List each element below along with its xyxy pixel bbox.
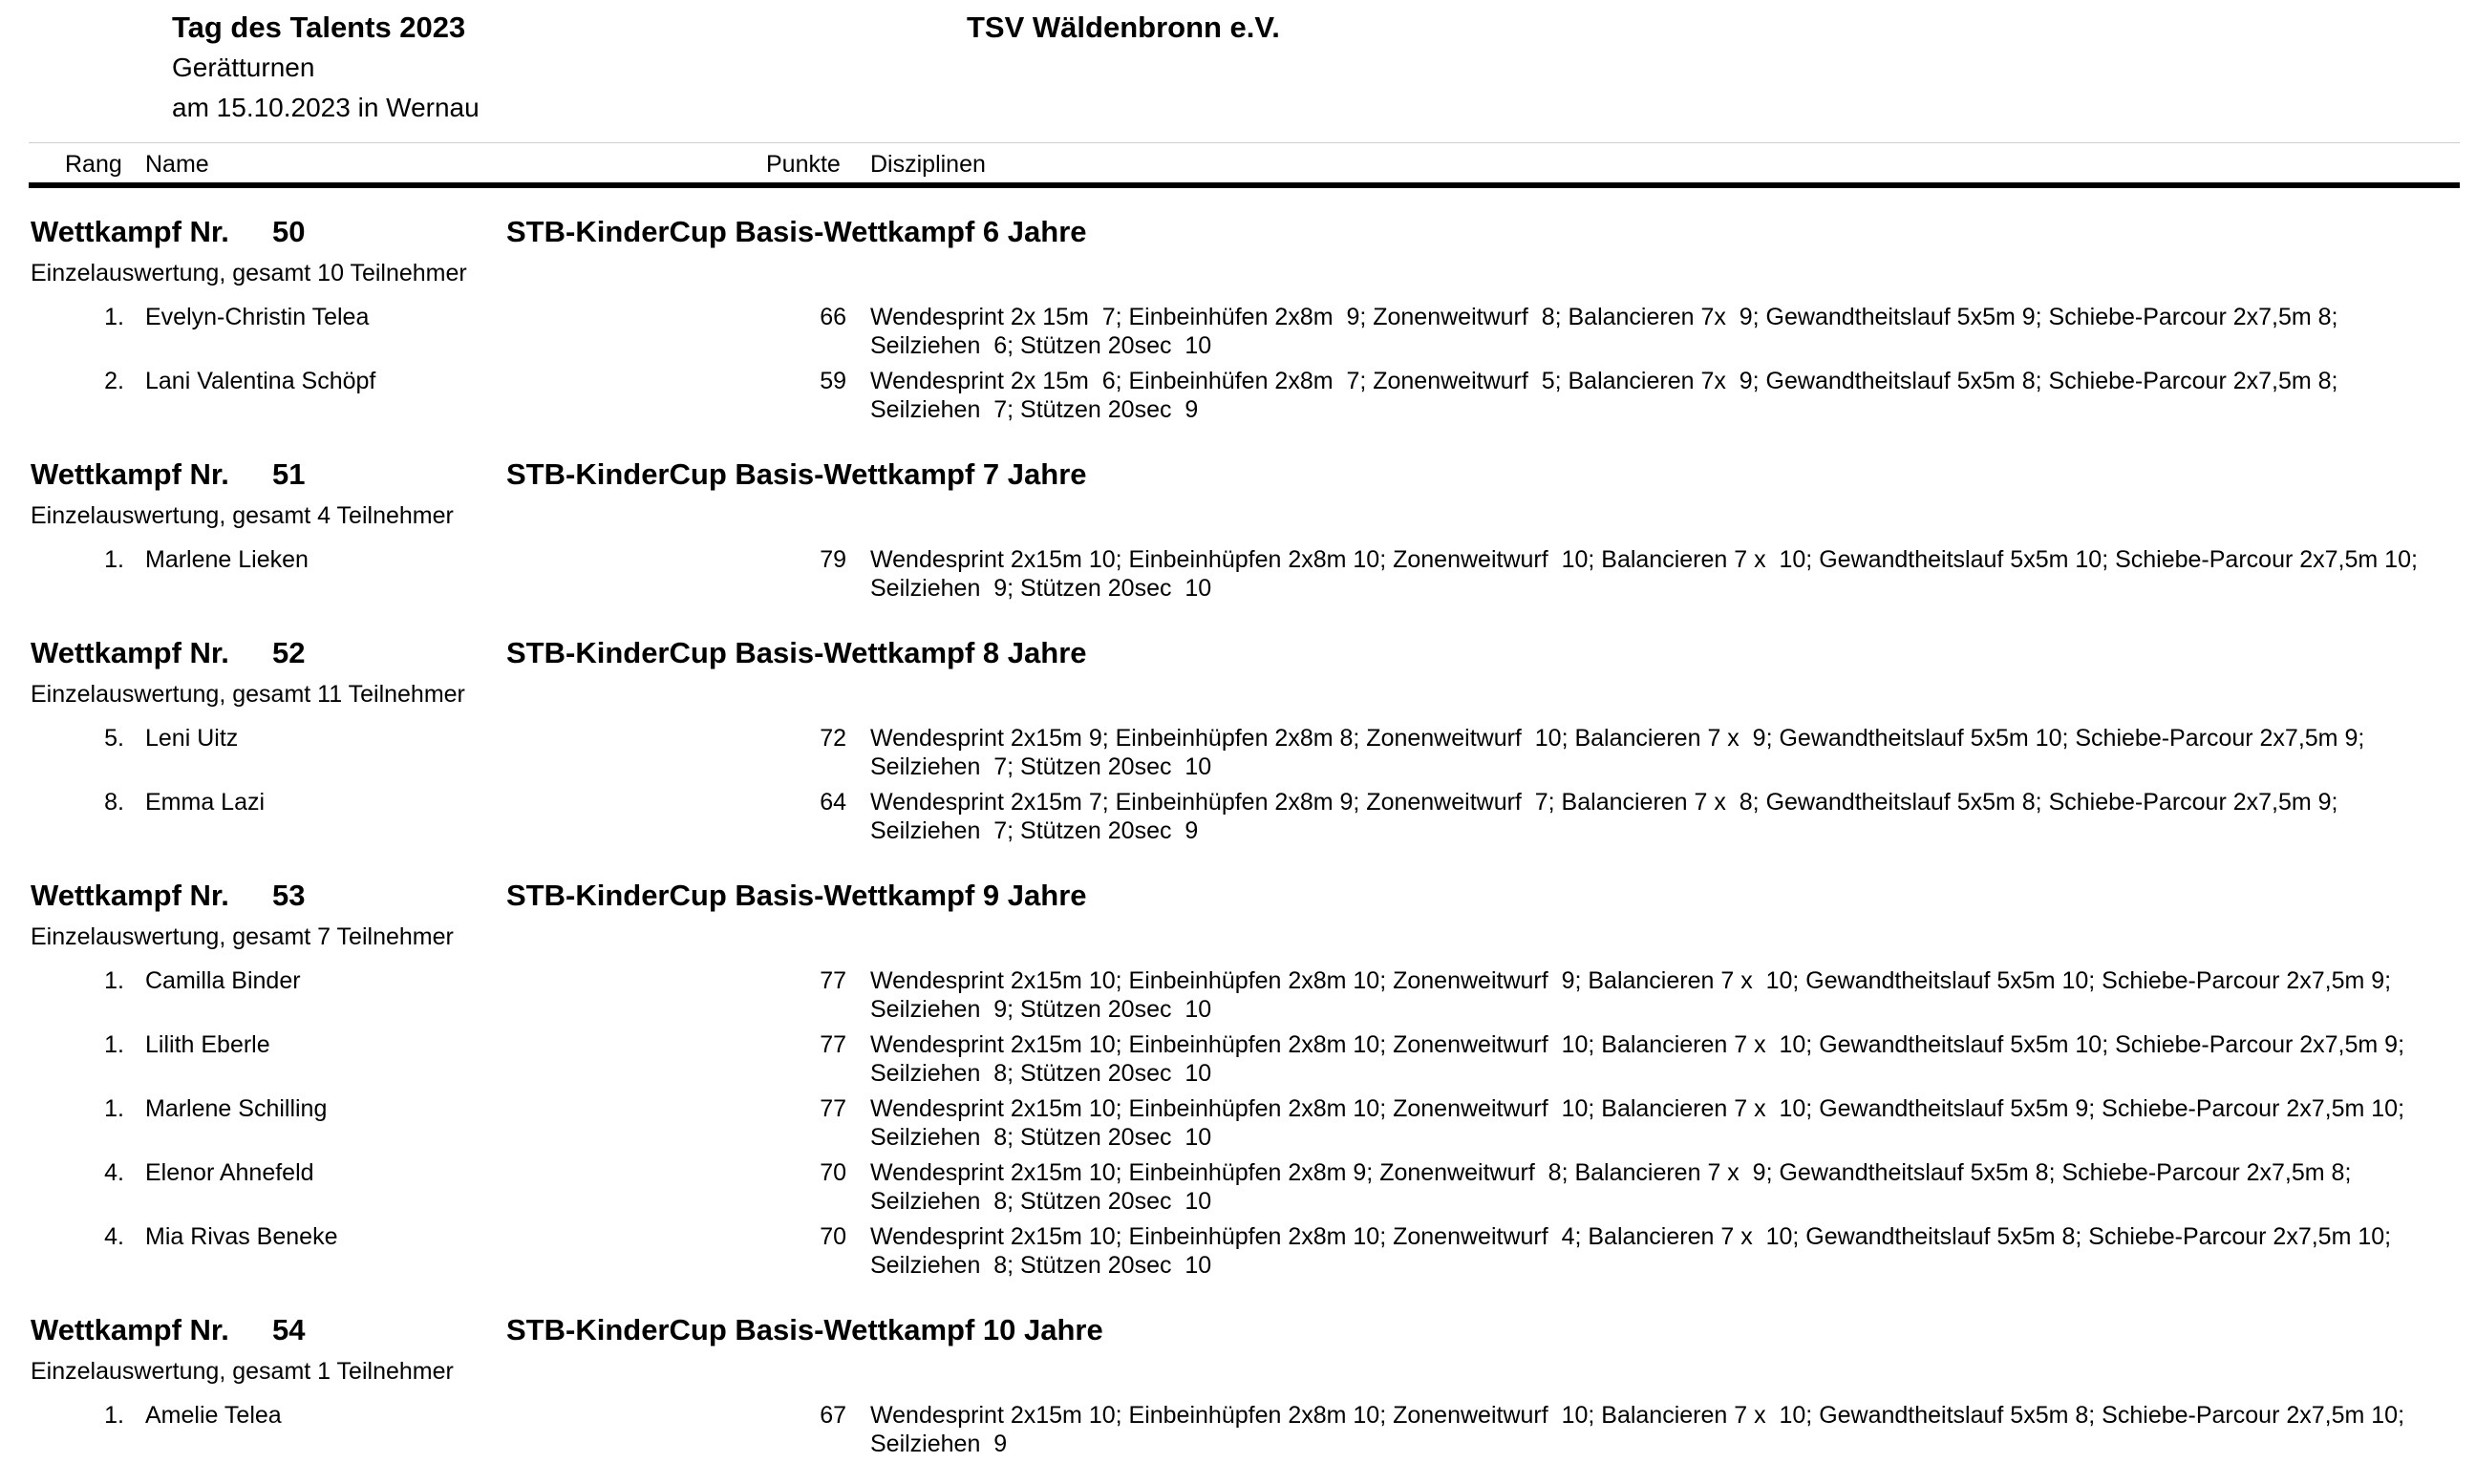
competition-title: STB-KinderCup Basis-Wettkampf 9 Jahre [506, 879, 1087, 912]
result-disciplines: Wendesprint 2x15m 7; Einbeinhüpfen 2x8m 9; Zonenweitwurf 7; Balancieren 7 x 8; Gewandtheitslauf 5x5m 8; Schiebe-Parcour 2x7,5m 9; Seilziehen 7; Stützen 20sec 9 [870, 789, 2345, 844]
column-header-rank: Rang [65, 151, 122, 178]
competition-label: Wettkampf Nr. [31, 1313, 229, 1346]
result-rank: 5. [104, 725, 124, 752]
result-rank: 4. [104, 1223, 124, 1250]
competition-title: STB-KinderCup Basis-Wettkampf 8 Jahre [506, 636, 1087, 669]
column-headers [0, 145, 2476, 183]
competition-subtitle: Einzelauswertung, gesamt 11 Teilnehmer [31, 681, 465, 708]
result-name: Evelyn-Christin Telea [145, 304, 370, 330]
result-rank: 1. [104, 304, 124, 330]
competition-number: 54 [272, 1313, 306, 1346]
competition-title: STB-KinderCup Basis-Wettkampf 10 Jahre [506, 1313, 1103, 1346]
result-name: Marlene Schilling [145, 1095, 328, 1122]
competition-header [0, 188, 2476, 286]
result-name: Emma Lazi [145, 789, 266, 816]
result-row [0, 303, 2476, 367]
result-points: 72 [820, 725, 846, 752]
result-disciplines: Wendesprint 2x15m 10; Einbeinhüpfen 2x8m 10; Zonenweitwurf 10; Balancieren 7 x 10; Gewandtheitslauf 5x5m 10; Schiebe-Parcour 2x7,5m 10; Seilziehen 9; Stützen 20sec 10 [870, 546, 2424, 602]
result-name: Camilla Binder [145, 967, 301, 994]
competition-number: 52 [272, 636, 306, 669]
column-header-disciplines: Disziplinen [870, 151, 986, 178]
competition-subtitle: Einzelauswertung, gesamt 10 Teilnehmer [31, 260, 467, 286]
result-disciplines: Wendesprint 2x 15m 6; Einbeinhüfen 2x8m 7; Zonenweitwurf 5; Balancieren 7x 9; Gewandtheitslauf 5x5m 8; Schiebe-Parcour 2x7,5m 8; Seilziehen 7; Stützen 20sec 9 [870, 368, 2345, 423]
result-row [0, 1158, 2476, 1222]
result-name: Amelie Telea [145, 1402, 282, 1429]
result-row [0, 1030, 2476, 1094]
competition-header [0, 431, 2476, 529]
result-disciplines: Wendesprint 2x 15m 7; Einbeinhüfen 2x8m 9; Zonenweitwurf 8; Balancieren 7x 9; Gewandtheitslauf 5x5m 9; Schiebe-Parcour 2x7,5m 8; Seilziehen 6; Stützen 20sec 10 [870, 304, 2345, 359]
competition-label: Wettkampf Nr. [31, 457, 229, 491]
competition-number: 53 [272, 879, 306, 912]
competition-subtitle: Einzelauswertung, gesamt 1 Teilnehmer [31, 1358, 454, 1385]
column-header-name: Name [145, 151, 209, 178]
competition-label: Wettkampf Nr. [31, 215, 229, 248]
competition-title: STB-KinderCup Basis-Wettkampf 6 Jahre [506, 215, 1087, 248]
result-row [0, 1401, 2476, 1465]
club-name: TSV Wäldenbronn e.V. [967, 11, 1280, 44]
header-divider [29, 142, 2460, 143]
result-points: 70 [820, 1223, 846, 1250]
result-row [0, 545, 2476, 609]
event-discipline: Gerätturnen [172, 53, 315, 82]
result-points: 67 [820, 1402, 846, 1429]
result-disciplines: Wendesprint 2x15m 10; Einbeinhüpfen 2x8m 10; Zonenweitwurf 9; Balancieren 7 x 10; Gewandtheitslauf 5x5m 10; Schiebe-Parcour 2x7,5m 9; Seilziehen 9; Stützen 20sec 10 [870, 967, 2399, 1023]
event-header [172, 8, 480, 128]
result-name: Mia Rivas Beneke [145, 1223, 338, 1250]
result-name: Elenor Ahnefeld [145, 1159, 314, 1186]
result-row [0, 966, 2476, 1030]
result-points: 70 [820, 1159, 846, 1186]
result-points: 59 [820, 368, 846, 394]
result-row [0, 1094, 2476, 1158]
result-row [0, 724, 2476, 788]
result-rank: 8. [104, 789, 124, 816]
competition-subtitle: Einzelauswertung, gesamt 4 Teilnehmer [31, 502, 454, 529]
result-row [0, 1222, 2476, 1286]
result-name: Leni Uitz [145, 725, 239, 752]
competition-header [0, 1286, 2476, 1385]
result-points: 77 [820, 1031, 846, 1058]
competition-label: Wettkampf Nr. [31, 879, 229, 912]
result-rank: 1. [104, 1095, 124, 1122]
result-points: 77 [820, 967, 846, 994]
column-header-points: Punkte [766, 151, 841, 178]
result-rank: 1. [104, 546, 124, 573]
competition-title: STB-KinderCup Basis-Wettkampf 7 Jahre [506, 457, 1087, 491]
result-points: 77 [820, 1095, 846, 1122]
result-disciplines: Wendesprint 2x15m 10; Einbeinhüpfen 2x8m 10; Zonenweitwurf 10; Balancieren 7 x 10; Gewandtheitslauf 5x5m 8; Schiebe-Parcour 2x7,5m 10; Seilziehen 9 [870, 1402, 2411, 1457]
result-row [0, 367, 2476, 431]
event-date-place: am 15.10.2023 in Wernau [172, 93, 480, 122]
result-name: Marlene Lieken [145, 546, 309, 573]
result-name: Lilith Eberle [145, 1031, 270, 1058]
competition-number: 51 [272, 457, 306, 491]
result-disciplines: Wendesprint 2x15m 10; Einbeinhüpfen 2x8m 10; Zonenweitwurf 10; Balancieren 7 x 10; Gewandtheitslauf 5x5m 9; Schiebe-Parcour 2x7,5m 10; Seilziehen 8; Stützen 20sec 10 [870, 1095, 2411, 1151]
competition-header [0, 852, 2476, 950]
result-disciplines: Wendesprint 2x15m 10; Einbeinhüpfen 2x8m 10; Zonenweitwurf 10; Balancieren 7 x 10; Gewandtheitslauf 5x5m 10; Schiebe-Parcour 2x7,5m 9; Seilziehen 8; Stützen 20sec 10 [870, 1031, 2411, 1087]
competition-label: Wettkampf Nr. [31, 636, 229, 669]
event-title: Tag des Talents 2023 [172, 11, 466, 44]
result-name: Lani Valentina Schöpf [145, 368, 376, 394]
competition-number: 50 [272, 215, 306, 248]
result-points: 64 [820, 789, 846, 816]
competition-subtitle: Einzelauswertung, gesamt 7 Teilnehmer [31, 923, 454, 950]
result-disciplines: Wendesprint 2x15m 10; Einbeinhüpfen 2x8m 9; Zonenweitwurf 8; Balancieren 7 x 9; Gewandtheitslauf 5x5m 8; Schiebe-Parcour 2x7,5m 8; Seilziehen 8; Stützen 20sec 10 [870, 1159, 2359, 1215]
result-rank: 2. [104, 368, 124, 394]
result-row [0, 788, 2476, 852]
result-rank: 1. [104, 1031, 124, 1058]
result-rank: 1. [104, 967, 124, 994]
result-points: 66 [820, 304, 846, 330]
result-disciplines: Wendesprint 2x15m 10; Einbeinhüpfen 2x8m 10; Zonenweitwurf 4; Balancieren 7 x 10; Gewandtheitslauf 5x5m 8; Schiebe-Parcour 2x7,5m 10; Seilziehen 8; Stützen 20sec 10 [870, 1223, 2399, 1279]
result-rank: 1. [104, 1402, 124, 1429]
result-rank: 4. [104, 1159, 124, 1186]
result-points: 79 [820, 546, 846, 573]
results-list [0, 188, 2476, 1465]
competition-header [0, 609, 2476, 708]
result-disciplines: Wendesprint 2x15m 9; Einbeinhüpfen 2x8m 8; Zonenweitwurf 10; Balancieren 7 x 9; Gewandtheitslauf 5x5m 10; Schiebe-Parcour 2x7,5m 9; Seilziehen 7; Stützen 20sec 10 [870, 725, 2372, 780]
